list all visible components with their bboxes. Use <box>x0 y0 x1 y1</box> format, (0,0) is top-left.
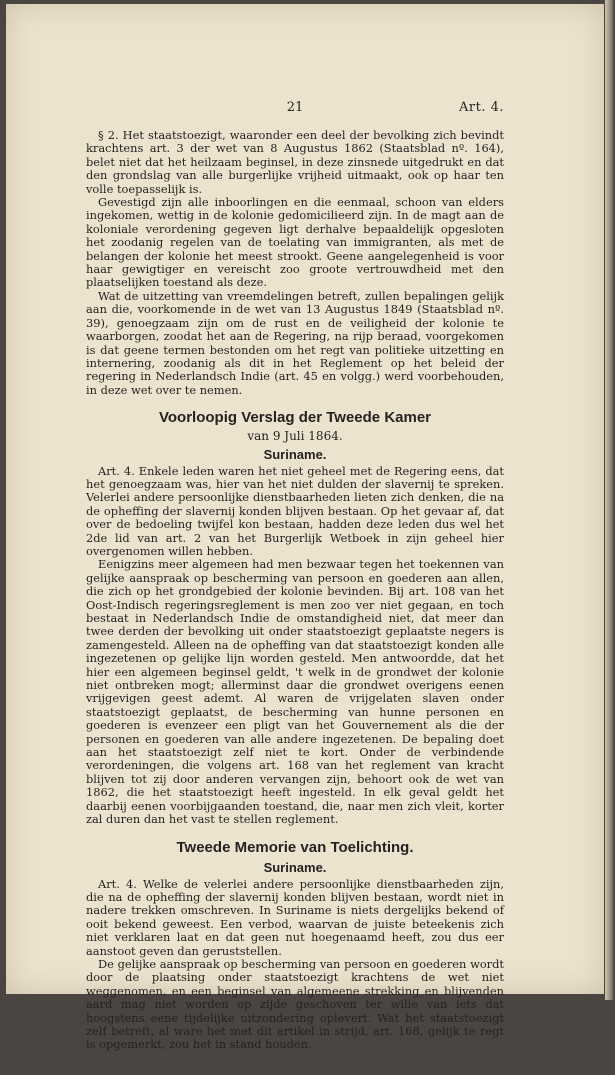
page-header <box>86 101 504 121</box>
section-subtitle: Suriname. <box>263 859 327 875</box>
paragraph: Art. 4. Enkele leden waren het niet geheel met de Regering eens, dat het genoegzaam was, hier van het niet dulden der slavernij te spreken. Velerlei andere persoonlijke dienstbaarheden lieten zich denken, die na de opheffing der slavernij konden blijven bestaan. Op het gevaar af, dat over de bedoeling twijfel kon bestaan, hadden deze leden dus wel het 2de lid van art. 2 van het Burgerlijk Wetboek in zijn geheel hier overgenomen willen hebben. <box>86 463 504 558</box>
page-edge <box>605 0 615 1000</box>
paragraph: Eenigzins meer algemeen had men bezwaar tegen het toekennen van gelijke aanspraak op bescherming van persoon en goederen aan allen, die zich op het grondgebied der kolonie bevinden. Bij art. 108 van het Oost-Indisch regeringsreglement is men zoo ver niet gegaan, en toch bestaat in Nederlandsch Indie de omstandigheid niet, dat meer dan twee derden der bevolking uit onder staatstoezigt geplaatste negers is zamengesteld. Alleen na de opheffing van dat staatstoezigt konden alle ingezetenen op gelijke lijn worden gesteld. Men antwoordde, dat het hier een algemeen beginsel geldt, 't welk in de grondwet der kolonie niet ontbreken mogt; allerminst daar die grondwet overigens eenen vrijgevigen geest ademt. Al waren de vrijgelaten slaven onder staatstoezigt geplaatst, de bescherming van hunne personen en goederen is evenzeer een pligt van het Gouvernement als die der personen en goederen van alle andere ingezetenen. De bepaling doet aan het staatstoezigt zelf niet te kort. Onder de verbindende verordeningen, die volgens art. 168 van het reglement van kracht blijven tot zij door anderen vervangen zijn, behoort ook de wet van 1862, die het staatstoezigt heeft ingesteld. In elk geval geldt het daarbij eenen voorbijgaanden toestand, die, naar men zich vleit, korter zal duren dan het vast te stellen reglement. <box>86 557 504 827</box>
paragraph: Art. 4. Welke de velerlei andere persoonlijke dienstbaarheden zijn, die na de opheffing der slavernij konden blijven bestaan, wordt niet in nadere trekken omschreven. In Suriname is niets dergelijks bekend of ooit bekend geweest. Een verbod, waarvan de juiste beteekenis zich niet verklaren laat en dat geen nut hoegenaamd heeft, zou dus eer aanstoot geven dan geruststellen. <box>86 876 504 958</box>
section-date: van 9 Juli 1864. <box>247 429 343 444</box>
page-content <box>86 101 504 1075</box>
section-voorloopig-verslag <box>86 409 504 826</box>
running-head: Art. 4. <box>459 100 504 115</box>
intro-text <box>86 129 504 397</box>
page-number: 21 <box>286 100 304 115</box>
section-title: Voorloopig Verslag der Tweede Kamer <box>158 409 432 427</box>
section-title: Tweede Memorie van Toelichting. <box>176 838 414 856</box>
paragraph: Wat de uitzetting van vreemdelingen betreft, zullen bepalingen gelijk aan die, voorkomende in de wet van 13 Augustus 1849 (Staatsblad nº. 39), genoegzaam zijn om de rust en de veiligheid der kolonie te waarborgen, zoodat het aan de Regering, na rijp beraad, voorgekomen is dat geene termen bestonden om het regt van politieke uitzetting en internering, zoodanig als dit in het Reglement op het beleid der regering in Nederlandsch Indie (art. 45 en volgg.) werd voorbehouden, in deze wet over te nemen. <box>86 288 504 397</box>
paragraph: De gelijke aanspraak op bescherming van persoon en goederen wordt door de plaatsing onder staatstoezigt krachtens de wet niet weggenomen, en een beginsel van algemeene strekking en blijvenden aard mag niet worden op zijde geschoven ter wille van iets dat hoogstens eene tijdelijke uitzondering oplevert. Wat het staatstoezigt zelf betreft, al ware het met dit artikel in strijd, art. 168, gelijk te regt is opgemerkt, zou het in stand houden. <box>86 956 504 1052</box>
section-subtitle: Suriname. <box>263 446 327 462</box>
paragraph: Gevestigd zijn alle inboorlingen en die eenmaal, schoon van elders ingekomen, wettig in de kolonie gedomicilieerd zijn. In de magt aan de koloniale verordening gegeven ligt derhalve bepaaldelijk opgesloten het zoodanig regelen van de toelating van immigranten, als met de belangen der kolonie het meest strookt. Geene aangelegenheid is voor haar gewigtiger en vereischt zoo groote vertrouwdheid met den plaatselijken toestand als deze. <box>86 195 504 290</box>
paragraph: § 2. Het staatstoezigt, waaronder een deel der bevolking zich bevindt krachtens art. 3 der wet van 8 Augustus 1862 (Staatsblad nº. 164), belet niet dat het heilzaam beginsel, in deze zinsnede uitgedrukt en dat den grondslag van alle burgerlijke vrijheid uitmaakt, ook op haar ten volle toepasselijk is. <box>86 128 504 196</box>
section-tweede-memorie <box>86 839 504 1052</box>
book-page <box>6 4 604 1052</box>
